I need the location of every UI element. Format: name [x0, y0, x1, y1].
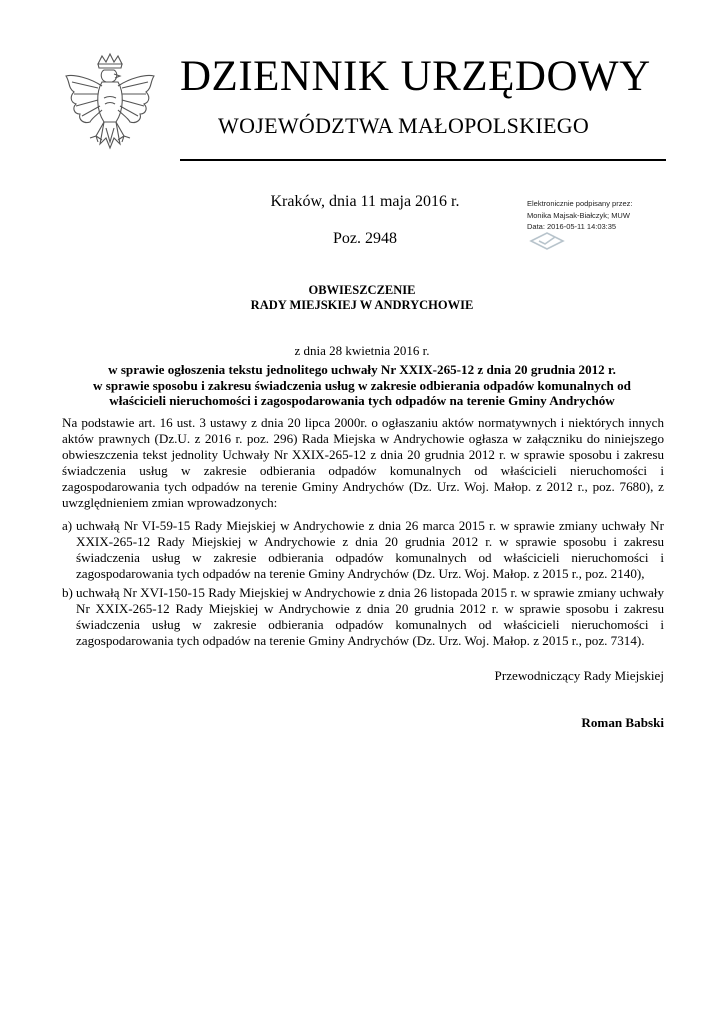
signer-name: Roman Babski [581, 715, 664, 730]
journal-title: DZIENNIK URZĘDOWY [180, 53, 651, 100]
journal-subtitle: WOJEWÓDZTWA MAŁOPOLSKIEGO [218, 113, 590, 138]
subject-line: właścicieli nieruchomości i zagospodarowania tych odpadów na terenie Gminy Andrychów [109, 393, 615, 408]
amendment-item-a [62, 518, 664, 582]
subject-line: w sprawie ogłoszenia tekstu jednolitego uchwały Nr XXIX-265-12 z dnia 20 grudnia 2012 r. [108, 362, 616, 377]
amendment-item-b [62, 585, 664, 649]
document-subject [62, 362, 662, 409]
subject-line: w sprawie sposobu i zakresu świadczenia usług w zakresie odbierania odpadów komunalnych od [93, 377, 631, 393]
signature-check-mark-icon [527, 230, 567, 252]
electronic-signature-block [527, 198, 697, 233]
document-issuer: RADY MIEJSKIEJ W ANDRYCHOWIE [250, 298, 474, 312]
position-number: Poz. 2948 [333, 230, 397, 247]
place-date: Kraków, dnia 11 maja 2016 r. [270, 193, 460, 210]
header-divider [180, 159, 666, 161]
signature-line-signer: Monika Majsak-Białczyk; MUW [527, 210, 630, 220]
document-type: OBWIESZCZENIE [308, 283, 416, 297]
document-date: z dnia 28 kwietnia 2016 r. [294, 343, 430, 358]
signer-role: Przewodniczący Rady Miejskiej [494, 668, 664, 683]
item-marker: a) [62, 518, 73, 533]
body-paragraph: Na podstawie art. 16 ust. 3 ustawy z dnia 20 lipca 2000r. o ogłaszaniu aktów normatywnych i niektórych innych aktów prawnych (Dz.U. z 2016 r. poz. 296) Rada Miejska w Andrychowie ogłasza w załączniku do niniejszego obwieszczenia tekst jednolity Uchwały Nr XXIX-265-12 z dnia 20 grudnia 2012 r. w sprawie sposobu i zakresu świadczenia usług w zakresie odbierania odpadów komunalnych od właścicieli nieruchomości i zagospodarowania tych odpadów na terenie Gminy Andrychów (Dz. Urz. Woj. Małop. z 2012 r., poz. 7680), z uwzględnieniem zmian wprowadzonych: [62, 415, 664, 510]
item-text: uchwałą Nr XVI-150-15 Rady Miejskiej w Andrychowie z dnia 26 listopada 2015 r. w sprawie zmiany uchwały Nr XXIX-265-12 Rady Miejskiej w Andrychowie z dnia 20 grudnia 2012 r. w sprawie sposobu i zakresu świadczenia usług w zakresie odbierania odpadów komunalnych od właścicieli nieruchomości i zagospodarowania tych odpadów na terenie Gminy Andrychów (Dz. Urz. Woj. Małop. z 2015 r., poz. 7314). [76, 585, 664, 648]
signature-line-date: Data: 2016-05-11 14:03:35 [527, 222, 617, 231]
signature-line-signed-by: Elektronicznie podpisany przez: [527, 199, 633, 208]
item-marker: b) [62, 585, 73, 600]
polish-eagle-emblem-icon [60, 52, 160, 170]
item-text: uchwałą Nr VI-59-15 Rady Miejskiej w Andrychowie z dnia 26 marca 2015 r. w sprawie zmiany uchwały Nr XXIX-265-12 Rady Miejskiej w Andrychowie z dnia 20 grudnia 2012 r. w sprawie sposobu i zakresu świadczenia usług w zakresie odbierania odpadów komunalnych od właścicieli nieruchomości i zagospodarowania tych odpadów na terenie Gminy Andrychów (Dz. Urz. Woj. Małop. z 2015 r., poz. 2140), [76, 518, 664, 581]
